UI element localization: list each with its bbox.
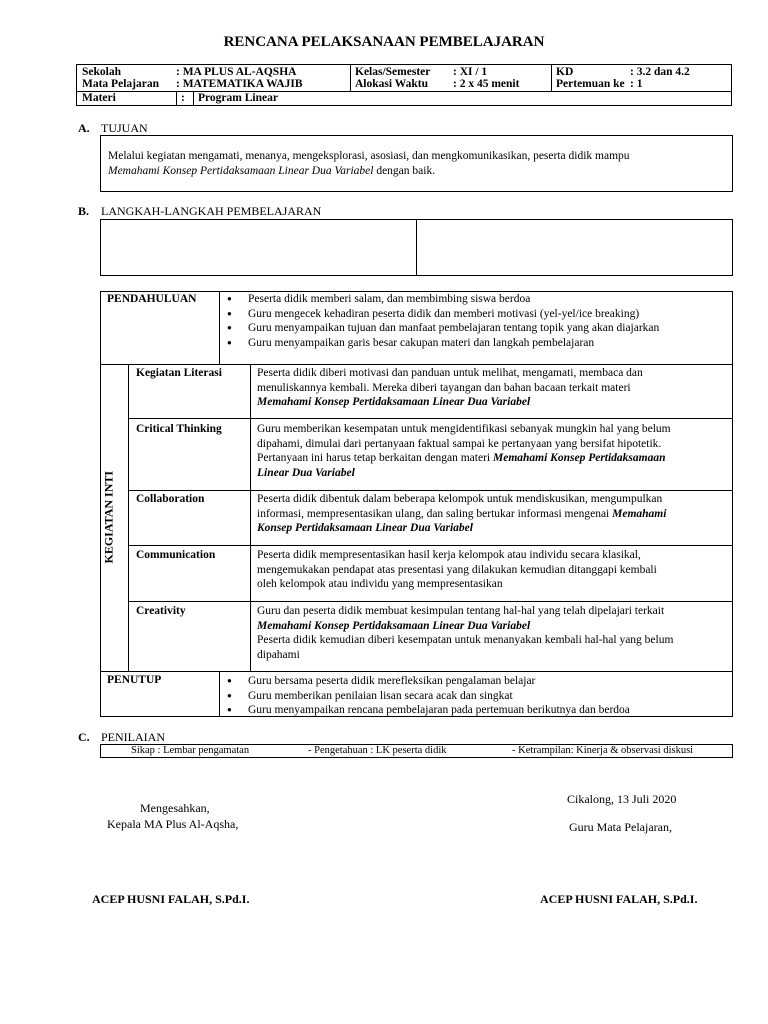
materi-label: Materi bbox=[82, 92, 116, 104]
critical-text bbox=[257, 422, 727, 480]
tujuan-text bbox=[108, 149, 726, 178]
signature-left-line2: Kepala MA Plus Al-Aqsha, bbox=[107, 817, 239, 831]
tujuan-line1: Melalui kegiatan mengamati, menanya, mengeksplorasi, asosiasi, dan mengkomunikasikan, peserta didik mampu bbox=[108, 150, 630, 162]
collab-line2a: informasi, mempresentasikan ulang, dan saling bertukar informasi mengenai bbox=[257, 507, 613, 520]
mapel-label: Mata Pelajaran bbox=[82, 78, 159, 90]
communication-label: Communication bbox=[136, 549, 216, 561]
critical-line2: dipahami, dimulai dari pertanyaan faktual sampai ke pertanyaan yang bersifat hipotetik. bbox=[257, 437, 662, 450]
collab-line1: Peserta didik dibentuk dalam beberapa kelompok untuk mendiskusikan, mengumpulkan bbox=[257, 493, 663, 505]
pertemuan-label: Pertemuan ke bbox=[556, 78, 625, 90]
signature-right-line: Guru Mata Pelajaran, bbox=[569, 820, 672, 834]
mapel-value: : MATEMATIKA WAJIB bbox=[176, 78, 303, 90]
page-title: RENCANA PELAKSANAAN PEMBELAJARAN bbox=[223, 34, 545, 50]
list-item: ● Guru menyampaikan rencana pembelajaran pada pertemuan berikutnya dan berdoa bbox=[222, 703, 630, 718]
literasi-line1: Peserta didik diberi motivasi dan panduan untuk melihat, mengamati, membaca dan bbox=[257, 367, 643, 379]
literasi-line2: menuliskannya kembali. Mereka diberi tayangan dan bahan bacaan terkait materi bbox=[257, 381, 631, 394]
creativity-label: Creativity bbox=[136, 605, 186, 617]
pendahuluan-list bbox=[222, 292, 659, 350]
tujuan-heading: TUJUAN bbox=[101, 121, 148, 135]
materi-row bbox=[76, 91, 732, 106]
creativity-text bbox=[257, 604, 727, 662]
signature-left-name: ACEP HUSNI FALAH, S.Pd.I. bbox=[92, 892, 250, 906]
list-item: ● Peserta didik memberi salam, dan membimbing siswa berdoa bbox=[222, 292, 659, 307]
communication-text bbox=[257, 548, 727, 592]
tujuan-letter: A. bbox=[78, 121, 90, 135]
penutup-list bbox=[222, 674, 630, 718]
creat-line4: dipahami bbox=[257, 648, 300, 661]
literasi-text bbox=[257, 366, 725, 410]
kelas-value: : XI / 1 bbox=[453, 66, 488, 78]
signature-right-date: Cikalong, 13 Juli 2020 bbox=[567, 792, 677, 806]
critical-line4: Linear Dua Variabel bbox=[257, 466, 355, 479]
list-item: ● Guru mengecek kehadiran peserta didik dan memberi motivasi (yel-yel/ice breaking) bbox=[222, 307, 659, 322]
comm-line3: oleh kelompok atau individu yang mempresentasikan bbox=[257, 578, 503, 590]
critical-line3a: Pertanyaan ini harus tetap berkaitan dengan materi bbox=[257, 452, 493, 464]
penilaian-pengetahuan: - Pengetahuan : LK peserta didik bbox=[308, 745, 447, 756]
alokasi-label: Alokasi Waktu bbox=[355, 78, 428, 90]
collab-line2b: Memahami bbox=[612, 507, 667, 520]
list-item: ● Guru memberikan penilaian lisan secara acak dan singkat bbox=[222, 689, 630, 704]
signature-left-line1: Mengesahkan, bbox=[140, 801, 210, 815]
critical-label: Critical Thinking bbox=[136, 423, 222, 435]
list-item: ● Guru menyampaikan tujuan dan manfaat pembelajaran tentang topik yang akan diajarkan bbox=[222, 321, 659, 336]
literasi-label: Kegiatan Literasi bbox=[136, 367, 222, 379]
literasi-line3: Memahami Konsep Pertidaksamaan Linear Dua Variabel bbox=[257, 396, 531, 408]
langkah-heading: LANGKAH-LANGKAH PEMBELAJARAN bbox=[101, 204, 322, 218]
penilaian-keterampilan: - Ketrampilan: Kinerja & observasi diskusi bbox=[512, 745, 694, 756]
creat-line2: Memahami Konsep Pertidaksamaan Linear Dua Variabel bbox=[257, 619, 531, 632]
collab-line3: Konsep Pertidaksamaan Linear Dua Variabel bbox=[257, 522, 473, 534]
penilaian-sikap: Sikap : Lembar pengamatan bbox=[131, 745, 250, 756]
alokasi-value: : 2 x 45 menit bbox=[453, 78, 520, 90]
signature-right-name: ACEP HUSNI FALAH, S.Pd.I. bbox=[540, 892, 698, 906]
kelas-label: Kelas/Semester bbox=[355, 66, 431, 78]
collaboration-text bbox=[257, 492, 727, 536]
comm-line2: mengemukakan pendapat atas presentasi yang dilakukan kemudian ditanggapi kembali bbox=[257, 563, 657, 576]
pertemuan-value: : 1 bbox=[630, 78, 643, 90]
collaboration-label: Collaboration bbox=[136, 493, 205, 505]
tujuan-rest: dengan baik. bbox=[373, 164, 436, 177]
sekolah-label: Sekolah bbox=[82, 66, 121, 78]
creat-line3: Peserta didik kemudian diberi kesempatan untuk menanyakan kembali hal-hal yang belum bbox=[257, 634, 674, 646]
tujuan-italic: Memahami Konsep Pertidaksamaan Linear Dua Variabel bbox=[108, 164, 374, 177]
kd-value: : 3.2 dan 4.2 bbox=[630, 66, 690, 78]
kegiatan-inti-label: KEGIATAN INTI bbox=[101, 470, 116, 564]
kd-label: KD bbox=[556, 66, 574, 78]
penilaian-heading: PENILAIAN bbox=[101, 730, 165, 744]
pendahuluan-label: PENDAHULUAN bbox=[107, 293, 197, 305]
langkah-letter: B. bbox=[78, 204, 90, 218]
sekolah-value: : MA PLUS AL-AQSHA bbox=[176, 66, 297, 78]
list-item: ● Guru menyampaikan garis besar cakupan materi dan langkah pembelajaran bbox=[222, 336, 659, 351]
comm-line1: Peserta didik mempresentasikan hasil kerja kelompok atau individu secara klasikal, bbox=[257, 549, 641, 561]
materi-colon: : bbox=[181, 92, 185, 104]
penutup-label: PENUTUP bbox=[107, 674, 162, 686]
penilaian-letter: C. bbox=[78, 730, 90, 744]
creat-line1: Guru dan peserta didik membuat kesimpulan tentang hal-hal yang telah dipelajari terkait bbox=[257, 605, 665, 617]
critical-line3b: Memahami Konsep Pertidaksamaan bbox=[492, 452, 666, 464]
materi-value: Program Linear bbox=[198, 92, 278, 104]
list-item: ● Guru bersama peserta didik merefleksikan pengalaman belajar bbox=[222, 674, 630, 689]
critical-line1: Guru memberikan kesempatan untuk mengidentifikasi sebanyak mungkin hal yang belum bbox=[257, 423, 671, 435]
